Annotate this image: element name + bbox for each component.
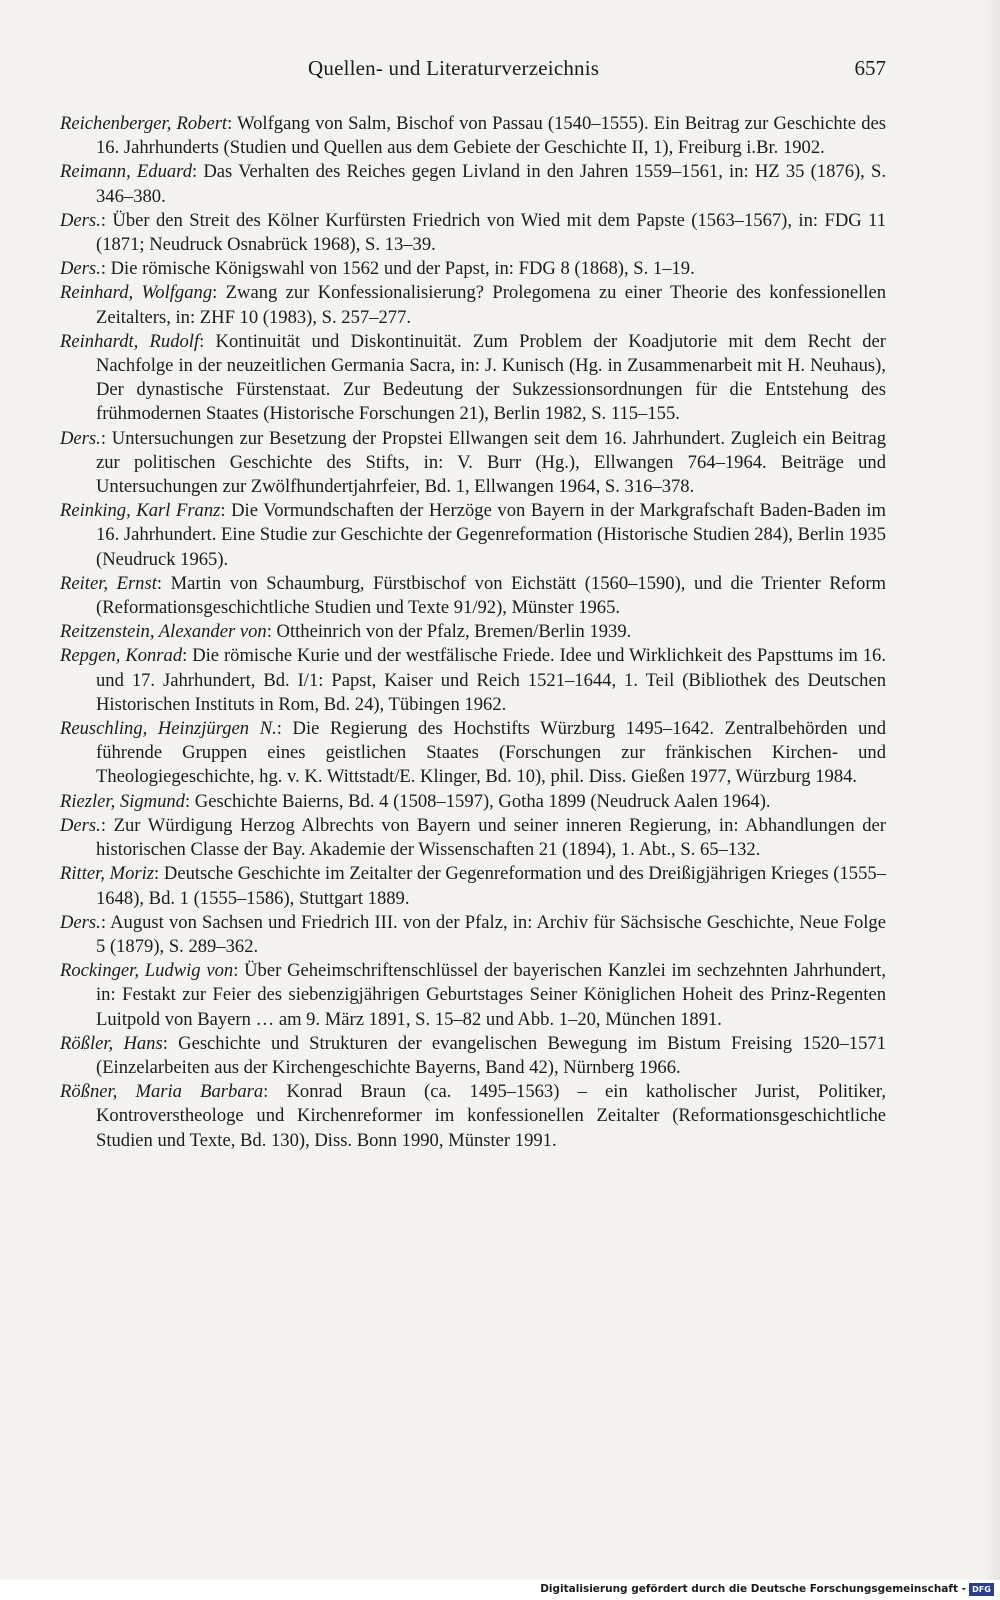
bibliography-entry [60,330,886,427]
entry-author: Reichenberger, Robert [60,113,228,134]
bibliography-list [60,112,886,1153]
entry-author: Reuschling, Heinzjürgen N. [60,718,277,740]
entry-author: Reimann, Eduard [60,161,193,183]
entry-text: : Die Regierung des Hochstifts Würzburg 1495–1642. Zentralbehörden und führende Gruppen eines geistlichen Staates (Forschungen zur fränkischen Kirchen- und Theologiegeschichte, hg. v. K. Wittstadt/E. Klinger, Bd. 10), phil. Diss. Gießen 1977, Würzburg 1984. [96,718,886,788]
bibliography-entry [60,862,886,910]
entry-author: Reinhardt, Rudolf [60,330,200,352]
bibliography-entry [60,911,886,959]
entry-author: Reinking, Karl Franz [60,500,221,522]
bibliography-entry [60,644,886,717]
entry-author: Reiter, Ernst [60,572,157,594]
entry-text: : Geschichte und Strukturen der evangelischen Bewegung im Bistum Freising 1520–1571 (Einzelarbeiten aus der Kirchengeschichte Bayerns, Band 42), Nürnberg 1966. [96,1032,886,1078]
footer-bar [0,1580,1000,1600]
footer-funding-note: Digitalisierung gefördert durch die Deutsche Forschungsgemeinschaft - [540,1583,966,1595]
entry-author: Ders. [60,814,101,836]
entry-text: : Die Vormundschaften der Herzöge von Bayern in der Markgrafschaft Baden-Baden im 16. Jahrhundert. Eine Studie zur Geschichte der Gegenreformation (Historische Studien 284), Berlin 1935 (Neudruck 1965). [96,500,886,570]
bibliography-entry [60,427,886,500]
entry-author: Rockinger, Ludwig von [60,960,234,982]
dfg-logo-icon: DFG [969,1583,994,1596]
bibliography-entry [60,209,886,257]
entry-text: : Das Verhalten des Reiches gegen Livland in den Jahren 1559–1561, in: HZ 35 (1876), S. 346–380. [96,161,887,207]
entry-text: : Wolfgang von Salm, Bischof von Passau (1540–1555). Ein Beitrag zur Geschichte des 16. Jahrhunderts (Studien und Quellen aus dem Gebiete der Geschichte II, 1), Freiburg i.Br. 1902. [96,113,886,159]
entry-text: : Zwang zur Konfessionalisierung? Prolegomena zu einer Theorie des konfessionellen Zeitalters, in: ZHF 10 (1983), S. 257–277. [96,282,886,328]
bibliography-entry [60,281,886,329]
entry-text: : Untersuchungen zur Besetzung der Propstei Ellwangen seit dem 16. Jahrhundert. Zugleich ein Beitrag zur politischen Geschichte des Stifts, in: V. Burr (Hg.), Ellwangen 764–1964. Beiträge und Untersuchungen zur Zwölfhundertjahrfeier, Bd. 1, Ellwangen 1964, S. 316–378. [96,427,886,498]
entry-text: : Deutsche Geschichte im Zeitalter der Gegenreformation und des Dreißigjährigen Krieges (1555–1648), Bd. 1 (1555–1586), Stuttgart 1889. [96,863,886,909]
entry-text: : Über Geheimschriftenschlüssel der bayerischen Kanzlei im sechzehnten Jahrhundert, in: Festakt zur Feier des siebenzigjährigen Geburtstages Seiner Königlichen Hoheit des Prinz-Regenten Luitpold von Bayern … am 9. März 1891, S. 15–82 und Abb. 1–20, München 1891. [96,960,886,1030]
entry-text: : Konrad Braun (ca. 1495–1563) – ein katholischer Jurist, Politiker, Kontroverstheologe und Kirchenreformer im konfessionellen Zeitalter (Reformationsgeschichtliche Studien und Texte, Bd. 130), Diss. Bonn 1990, Münster 1991. [96,1081,887,1151]
entry-text: : Zur Würdigung Herzog Albrechts von Bayern und seiner inneren Regierung, in: Abhandlungen der historischen Classe der Bay. Akademie der Wissenschaften 21 (1894), 1. Abt., S. 65–132. [96,814,886,861]
bibliography-entry [60,499,886,572]
bibliography-entry [60,1080,886,1153]
bibliography-entry [60,572,886,620]
entry-author: Riezler, Sigmund [60,790,185,812]
header-title: Quellen- und Literaturverzeichnis [308,56,600,80]
bibliography-entry [60,160,886,208]
entry-text: : Geschichte Baierns, Bd. 4 (1508–1597), Gotha 1899 (Neudruck Aalen 1964). [184,790,771,812]
bibliography-entry [60,257,886,281]
bibliography-entry [60,814,886,862]
entry-text: : Martin von Schaumburg, Fürstbischof von Eichstätt (1560–1590), und die Trienter Reform (Reformationsgeschichtliche Studien und Texte 91/92), Münster 1965. [96,572,886,619]
entry-author: Ders. [60,258,101,280]
bibliography-entry [60,620,886,644]
entry-author: Repgen, Konrad [60,645,183,667]
entry-text: : Über den Streit des Kölner Kurfürsten Friedrich von Wied mit dem Papste (1563–1567), in: FDG 11 (1871; Neudruck Osnabrück 1968), S. 13–39. [96,209,886,256]
entry-author: Ders. [60,209,101,231]
bibliography-entry [60,717,886,790]
page-edge-shadow [982,0,1000,1580]
entry-text: : Ottheinrich von der Pfalz, Bremen/Berlin 1939. [266,621,632,643]
entry-text: : Kontinuität und Diskontinuität. Zum Problem der Koadjutorie mit dem Recht der Nachfolge in der neuzeitlichen Germania Sacra, in: J. Kunisch (Hg. in Zusammenarbeit mit H. Neuhaus), Der dynastische Fürstenstaat. Zur Bedeutung der Sukzessionsordnungen für die Entstehung des frühmodernen Staates (Historische Forschungen 21), Berlin 1982, S. 115–155. [96,330,887,425]
bibliography-entry [60,1032,886,1080]
entry-author: Rößner, Maria Barbara [60,1081,264,1103]
entry-author: Reinhard, Wolfgang [60,282,213,304]
entry-author: Reitzenstein, Alexander von [60,621,267,643]
bibliography-entry [60,959,886,1032]
page-number: 657 [854,56,886,80]
running-header [60,56,886,90]
entry-text: : Die römische Königswahl von 1562 und der Papst, in: FDG 8 (1868), S. 1–19. [100,258,695,280]
entry-text: : August von Sachsen und Friedrich III. von der Pfalz, in: Archiv für Sächsische Geschichte, Neue Folge 5 (1879), S. 289–362. [96,911,886,957]
entry-author: Ders. [60,911,101,933]
entry-author: Rößler, Hans [60,1032,163,1054]
entry-author: Ritter, Moriz [60,863,155,885]
bibliography-entry [60,112,886,160]
entry-author: Ders. [60,427,101,449]
bibliography-entry [60,790,886,814]
entry-text: : Die römische Kurie und der westfälische Friede. Idee und Wirklichkeit des Papsttums im 16. und 17. Jahrhundert, Bd. I/1: Papst, Kaiser und Reich 1521–1644, 1. Teil (Bibliothek des Deutschen Historischen Instituts in Rom, Bd. 24), Tübingen 1962. [96,645,886,715]
